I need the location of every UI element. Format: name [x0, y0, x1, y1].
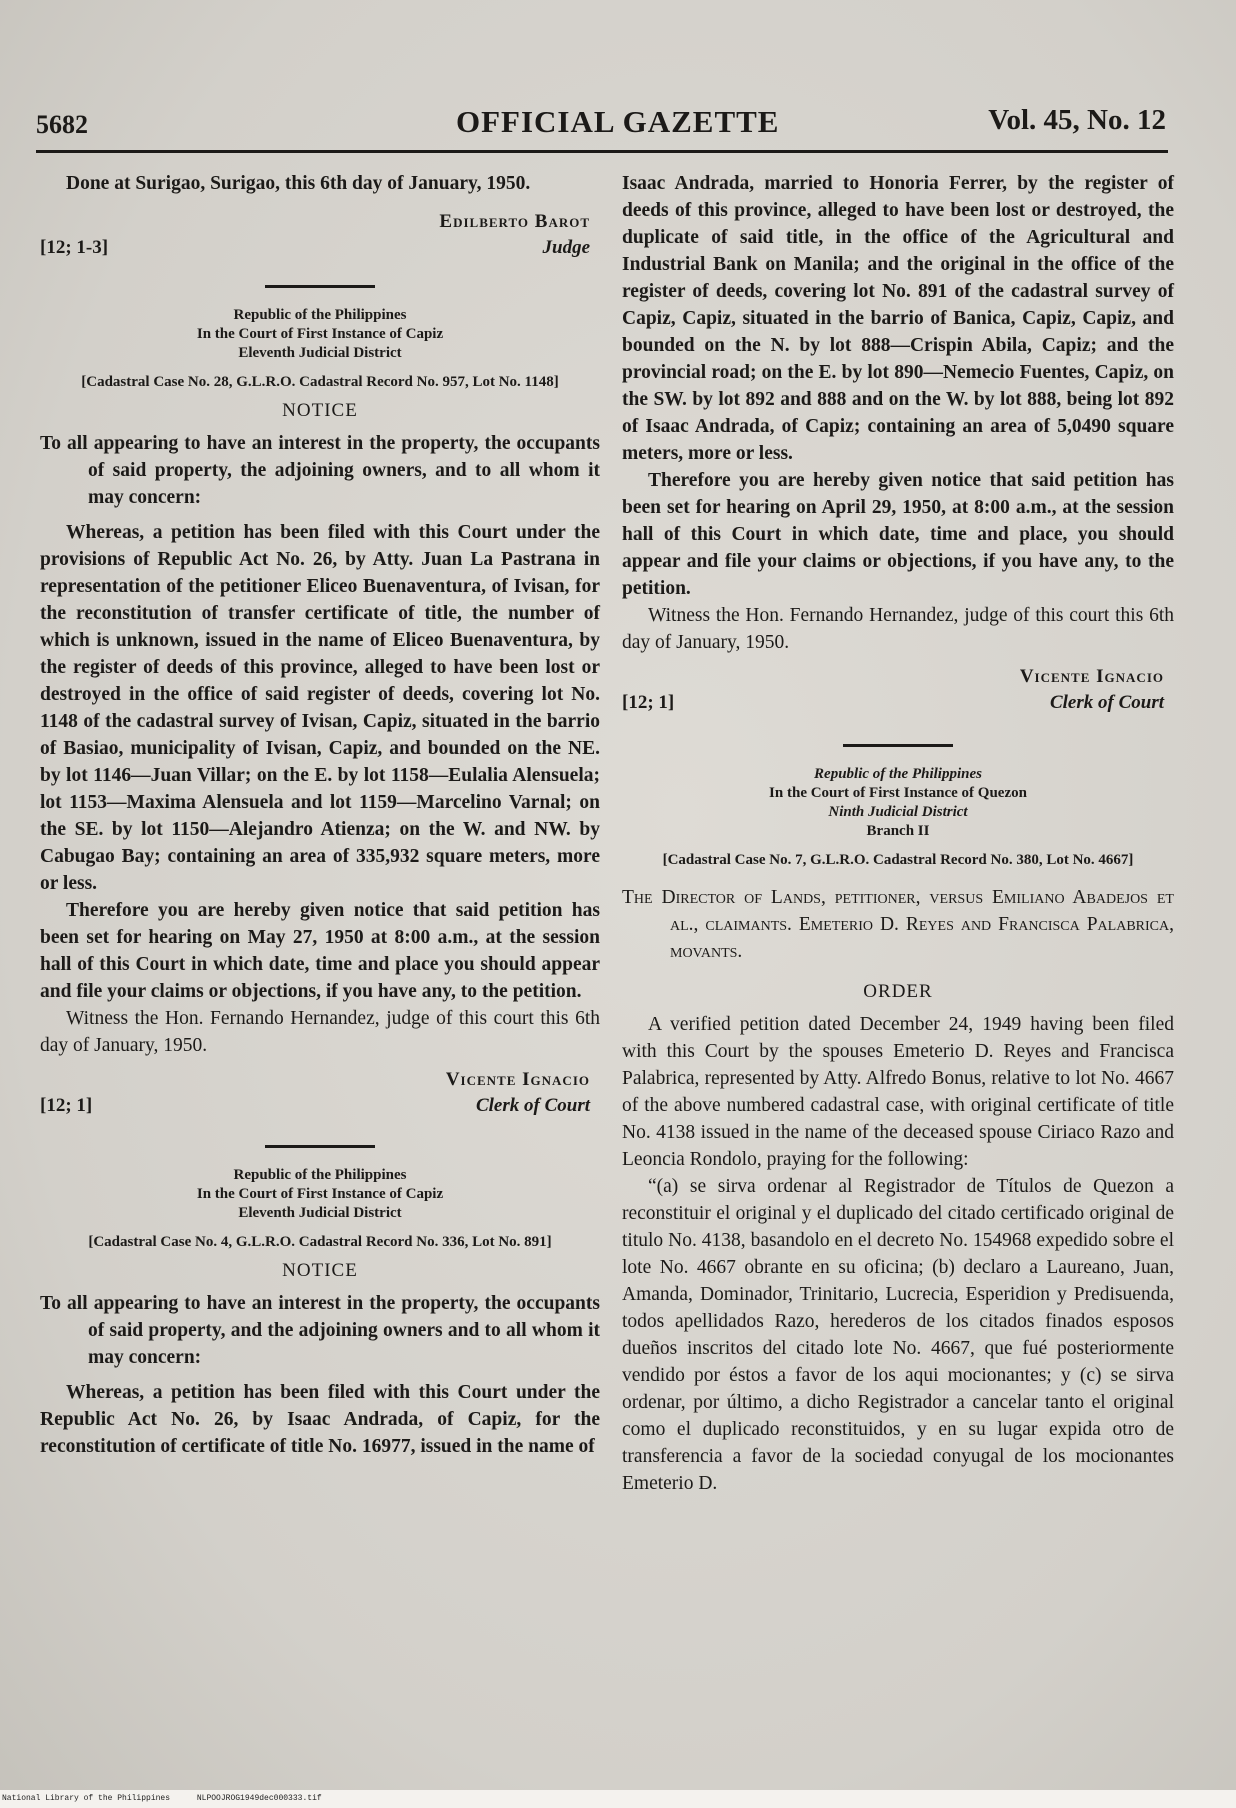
order-paragraph: “(a) se sirva ordenar al Registrador de Títulos de Quezon a reconstituir el original y el duplicado del citado certificado original de titulo No. 4138, basandolo en el decreto No. 154968 expedido sobre el lote No. 4667 obrante en su oficina; (b) declaro a Laureano, Juan, Amanda, Dominador, Trinitario, Lucrecia, Esperidion y Predisuenda, todos apellidados Razo, herederos de los citados finados esposos dueños inscritos del citado lote No. 4667, que fué posteriormente vendido por éstos a favor de los aqui mocionantes; y (c) se sirva ordenar, por último, a dicho Registrador a cancelar tanto el original como el duplicado reconstituidos, y en su lugar expida otro de transferencia a favor de la sociedad conyugal de los mocionantes Emeterio D.	[622, 1176, 1174, 1494]
notice-address: To all appearing to have an interest in the property, the occupants of said property, and the adjoining owners and to all whom it may concern:	[40, 1293, 600, 1368]
page-header	[36, 100, 1166, 148]
intro-paragraph: Done at Surigao, Surigao, this 6th day of January, 1950.	[66, 173, 531, 194]
signer-role: Clerk of Court	[475, 1095, 590, 1116]
judge-signature	[40, 211, 600, 267]
file-name: NLPOOJROG1949dec000333.tif	[196, 1794, 322, 1803]
court-line: Eleventh Judicial District	[238, 1205, 402, 1221]
signer-name: Vicente Ignacio	[445, 1069, 590, 1090]
volume-number: Vol. 45, No. 12	[988, 104, 1166, 136]
court-line: In the Court of First Instance of Capiz	[196, 326, 444, 342]
section-divider	[265, 285, 375, 288]
issue-ref: [12; 1]	[40, 1095, 93, 1116]
court-line: Branch II	[866, 823, 930, 839]
notice-paragraph: Isaac Andrada, married to Honoria Ferrer, by the register of deeds of this province, alleged to have been lost or destroyed, the duplicate of said title, in the office of the Agricultural and Industrial Bank on Manila; and the original in the office of the register of deeds, covering lot No. 891 of the cadastral survey of Capiz, Capiz, situated in the barrio of Banica, Capiz, Capiz, and bounded on the N. by lot 888—Crispin Abila, Capiz; and the provincial road; on the E. by lot 890—Nemecio Fuentes, Capiz, on the SW. by lot 892 and 888 and on the W. by lot 888, being lot 892 of Isaac Andrada, of Capiz; containing an area of 5,0490 square meters, more or less.	[622, 173, 1174, 464]
court-line: Ninth Judicial District	[828, 804, 968, 820]
court-line: In the Court of First Instance of Capiz	[196, 1186, 444, 1202]
signer-name: Vicente Ignacio	[1019, 666, 1164, 687]
notice-paragraph: Whereas, a petition has been filed with this Court under the provisions of Republic Act No. 26, by Atty. Juan La Pastrana in representation of the petitioner Eliceo Buenaventura, of Ivisan, for the reconstitution of transfer certificate of title, the number of which is unknown, issued in the name of Eliceo Buenaventura, by the register of deeds of this province, alleged to have been lost or destroyed in the office of said register of deeds, covering lot No. 1148 of the cadastral survey of Ivisan, Capiz, situated in the barrio of Basiao, municipality of Ivisan, Capiz, and bounded on the NE. by lot 1146—Juan Villar; on the E. by lot 1158—Eulalia Alensuela; lot 1153—Maxima Alensuela and lot 1159—Marcelino Varnal; on the SE. by lot 1150—Alejandro Atienza; on the W. and NW. by Cabugao Bay; containing an area of 335,932 square meters, more or less.	[40, 522, 600, 894]
right-column	[622, 170, 1174, 1497]
gazette-title: OFFICIAL GAZETTE	[456, 104, 780, 139]
section-divider	[265, 1145, 375, 1148]
left-column	[40, 170, 600, 1460]
notice-paragraph: Therefore you are hereby given notice that said petition has been set for hearing on May 27, 1950 at 8:00 a.m., at the session hall of this Court in which date, time and place you should appear and file your claims or objections, if you have any, to the petition.	[40, 900, 600, 1002]
court-heading	[40, 1166, 600, 1223]
notice-paragraph: Whereas, a petition has been filed with this Court under the Republic Act No. 26, by Isaac Andrada, of Capiz, for the reconstitution of certificate of title No. 16977, issued in the name of	[40, 1382, 600, 1457]
court-line: In the Court of First Instance of Quezon	[769, 785, 1027, 801]
signer-name: Edilberto Barot	[439, 211, 590, 232]
case-parties: The Director of Lands, petitioner, versus Emiliano Abadejos et al., claimants. Emeterio D. Reyes and Francisca Palabrica, movants.	[622, 887, 1174, 962]
notice-address: To all appearing to have an interest in the property, the occupants of said property, the adjoining owners, and to all whom it may concern:	[40, 433, 600, 508]
clerk-signature	[40, 1069, 600, 1125]
court-heading	[40, 306, 600, 363]
court-heading	[622, 765, 1174, 841]
notice-title: NOTICE	[282, 400, 358, 421]
page-number: 5682	[36, 110, 88, 139]
order-paragraph: A verified petition dated December 24, 1949 having been filed with this Court by the spouses Emeterio D. Reyes and Francisca Palabrica, represented by Atty. Alfredo Bonus, relative to lot No. 4667 of the above numbered cadastral case, with original certificate of title No. 4138 issued in the name of the deceased spouse Ciriaco Razo and Leoncia Rondolo, praying for the following:	[622, 1014, 1174, 1170]
court-line: Republic of the Philippines	[233, 1167, 407, 1183]
case-reference: [Cadastral Case No. 4, G.L.R.O. Cadastral Record No. 336, Lot No. 891]	[88, 1234, 552, 1250]
court-line: Republic of the Philippines	[233, 307, 407, 323]
signer-role: Judge	[542, 237, 590, 258]
notice-paragraph: Witness the Hon. Fernando Hernandez, judge of this court this 6th day of January, 1950.	[40, 1008, 600, 1056]
case-reference: [Cadastral Case No. 7, G.L.R.O. Cadastral Record No. 380, Lot No. 4667]	[662, 852, 1134, 868]
case-reference: [Cadastral Case No. 28, G.L.R.O. Cadastral Record No. 957, Lot No. 1148]	[81, 374, 559, 390]
clerk-signature	[622, 666, 1174, 722]
issue-ref: [12; 1-3]	[40, 237, 109, 258]
issue-ref: [12; 1]	[622, 692, 675, 713]
court-line: Eleventh Judicial District	[238, 345, 402, 361]
scan-footer	[0, 1790, 1236, 1808]
notice-paragraph: Witness the Hon. Fernando Hernandez, judge of this court this 6th day of January, 1950.	[622, 605, 1174, 653]
order-title: ORDER	[863, 981, 933, 1002]
section-divider	[843, 744, 953, 747]
notice-title: NOTICE	[282, 1260, 358, 1281]
signer-role: Clerk of Court	[1049, 692, 1164, 713]
header-rule	[36, 150, 1168, 153]
library-credit: National Library of the Philippines	[2, 1794, 171, 1803]
notice-paragraph: Therefore you are hereby given notice that said petition has been set for hearing on April 29, 1950, at 8:00 a.m., at the session hall of this Court in which date, time and place, you should appear and file your claims or objections, if you have any, to the petition.	[622, 470, 1174, 599]
court-line: Republic of the Philippines	[814, 766, 982, 782]
